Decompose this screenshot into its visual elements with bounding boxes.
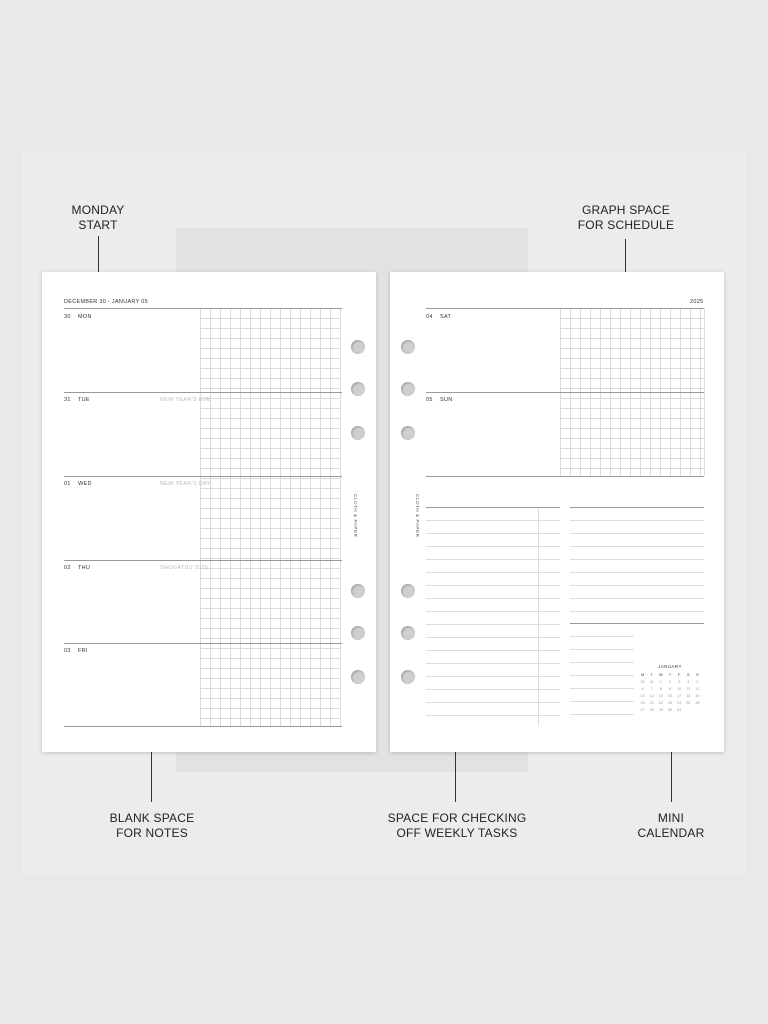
mini-calendar-day: 12 — [695, 687, 700, 691]
callout-line: FOR SCHEDULE — [577, 218, 675, 232]
holiday-label: NEW YEAR'S EVE — [160, 397, 211, 403]
mini-calendar-day: 30 — [640, 680, 645, 684]
binder-hole — [401, 382, 415, 396]
bottom-rule — [64, 726, 342, 727]
callout-line: GRAPH SPACE — [582, 203, 670, 217]
day-divider — [64, 392, 342, 393]
mini-calendar-day: 10 — [677, 687, 682, 691]
callout-mini-calendar — [631, 811, 711, 841]
day-divider — [64, 308, 342, 309]
mini-calendar-day: 20 — [640, 701, 645, 705]
mini-calendar-weekday: M — [640, 673, 645, 677]
binder-hole — [401, 340, 415, 354]
callout-line: SPACE FOR CHECKING — [387, 811, 527, 825]
day-divider — [426, 476, 704, 477]
day-divider — [64, 643, 342, 644]
callout-monday-start — [58, 203, 138, 233]
mini-calendar-day — [693, 708, 702, 712]
callout-line: START — [78, 218, 118, 232]
mini-calendar-day: 30 — [667, 708, 673, 712]
schedule-grid — [200, 308, 341, 726]
day-name: SAT — [440, 314, 452, 320]
binder-hole — [351, 382, 365, 396]
mini-calendar-day: 19 — [695, 694, 700, 698]
binder-hole — [351, 670, 365, 684]
binder-hole — [401, 426, 415, 440]
mini-calendar-day — [684, 708, 693, 712]
mini-calendar-day: 3 — [678, 680, 681, 684]
mini-calendar-day: 17 — [677, 694, 682, 698]
mini-calendar-day: 31 — [649, 680, 654, 684]
holiday-label: NEW YEAR'S DAY — [160, 481, 211, 487]
mini-calendar-weekday: S — [696, 673, 699, 677]
day-number: 05 — [426, 397, 433, 403]
mini-calendar-day: 24 — [677, 701, 682, 705]
day-divider — [64, 560, 342, 561]
brand-mark: CLOTH & PAPER — [353, 494, 358, 538]
day-name: THU — [78, 565, 91, 571]
mini-calendar-month: JANUARY — [658, 664, 682, 669]
mini-calendar-day: 4 — [687, 680, 690, 684]
mini-calendar-day: 2 — [668, 680, 672, 684]
day-name: FRI — [78, 648, 88, 654]
mini-calendar-day: 13 — [640, 694, 645, 698]
notes-lines — [570, 508, 704, 622]
callout-blank-space — [100, 811, 204, 841]
mini-calendar-grid — [638, 673, 702, 712]
day-divider — [426, 308, 704, 309]
callout-line: BLANK SPACE — [109, 811, 195, 825]
mini-calendar-day: 27 — [640, 708, 645, 712]
planner-page-left — [42, 272, 376, 752]
mini-calendar-weekday: S — [687, 673, 690, 677]
binder-hole — [351, 426, 365, 440]
binder-hole — [351, 626, 365, 640]
mini-calendar-day: 6 — [641, 687, 644, 691]
binder-hole — [401, 670, 415, 684]
day-number: 03 — [64, 648, 71, 654]
day-name: WED — [78, 481, 92, 487]
callout-line: MINI — [657, 811, 685, 825]
mini-calendar-day: 8 — [659, 687, 662, 691]
mini-calendar-weekday: T — [668, 673, 672, 677]
mini-calendar-day: 5 — [696, 680, 699, 684]
day-divider — [426, 392, 704, 393]
day-name: SUN — [440, 397, 453, 403]
mini-calendar-day: 28 — [649, 708, 654, 712]
mini-calendar-day: 23 — [667, 701, 673, 705]
notes-lines — [570, 624, 634, 726]
mini-calendar-day: 26 — [695, 701, 700, 705]
date-range: DECEMBER 30 - JANUARY 05 — [64, 299, 149, 305]
mini-calendar — [638, 664, 702, 712]
mini-calendar-day: 11 — [686, 687, 691, 691]
mini-calendar-day: 15 — [658, 694, 663, 698]
mini-calendar-day: 1 — [659, 680, 662, 684]
binder-hole — [351, 584, 365, 598]
callout-graph-space — [566, 203, 686, 233]
day-divider — [64, 476, 342, 477]
day-number: 30 — [64, 314, 71, 320]
mini-calendar-day: 31 — [677, 708, 682, 712]
mini-calendar-day: 14 — [649, 694, 654, 698]
day-number: 04 — [426, 314, 433, 320]
mini-calendar-day: 25 — [686, 701, 691, 705]
planner-page-right — [390, 272, 724, 752]
callout-line: OFF WEEKLY TASKS — [396, 826, 518, 840]
year-label: 2025 — [690, 299, 704, 305]
mini-calendar-weekday: W — [659, 673, 663, 677]
task-checkbox-column — [538, 508, 539, 726]
callout-line: CALENDAR — [637, 826, 705, 840]
mini-calendar-day: 9 — [668, 687, 672, 691]
day-name: MON — [78, 314, 92, 320]
binder-hole — [351, 340, 365, 354]
day-number: 01 — [64, 481, 71, 487]
day-number: 31 — [64, 397, 71, 403]
binder-hole — [401, 584, 415, 598]
callout-checking-space — [380, 811, 534, 841]
day-name: TUE — [78, 397, 90, 403]
callout-line: MONDAY — [71, 203, 125, 217]
mini-calendar-weekday: F — [677, 673, 681, 677]
holiday-label: SHOGATSU 2025 — [160, 565, 209, 571]
binder-hole — [401, 626, 415, 640]
day-number: 02 — [64, 565, 71, 571]
mini-calendar-day: 29 — [658, 708, 663, 712]
mini-calendar-day: 16 — [667, 694, 673, 698]
mini-calendar-day: 22 — [658, 701, 663, 705]
callout-line: FOR NOTES — [116, 826, 188, 840]
brand-mark: CLOTH & PAPER — [415, 494, 420, 538]
mini-calendar-weekday: T — [650, 673, 653, 677]
task-list-lines — [426, 508, 560, 726]
mini-calendar-day: 7 — [650, 687, 653, 691]
mini-calendar-day: 21 — [649, 701, 654, 705]
mini-calendar-day: 18 — [686, 694, 691, 698]
